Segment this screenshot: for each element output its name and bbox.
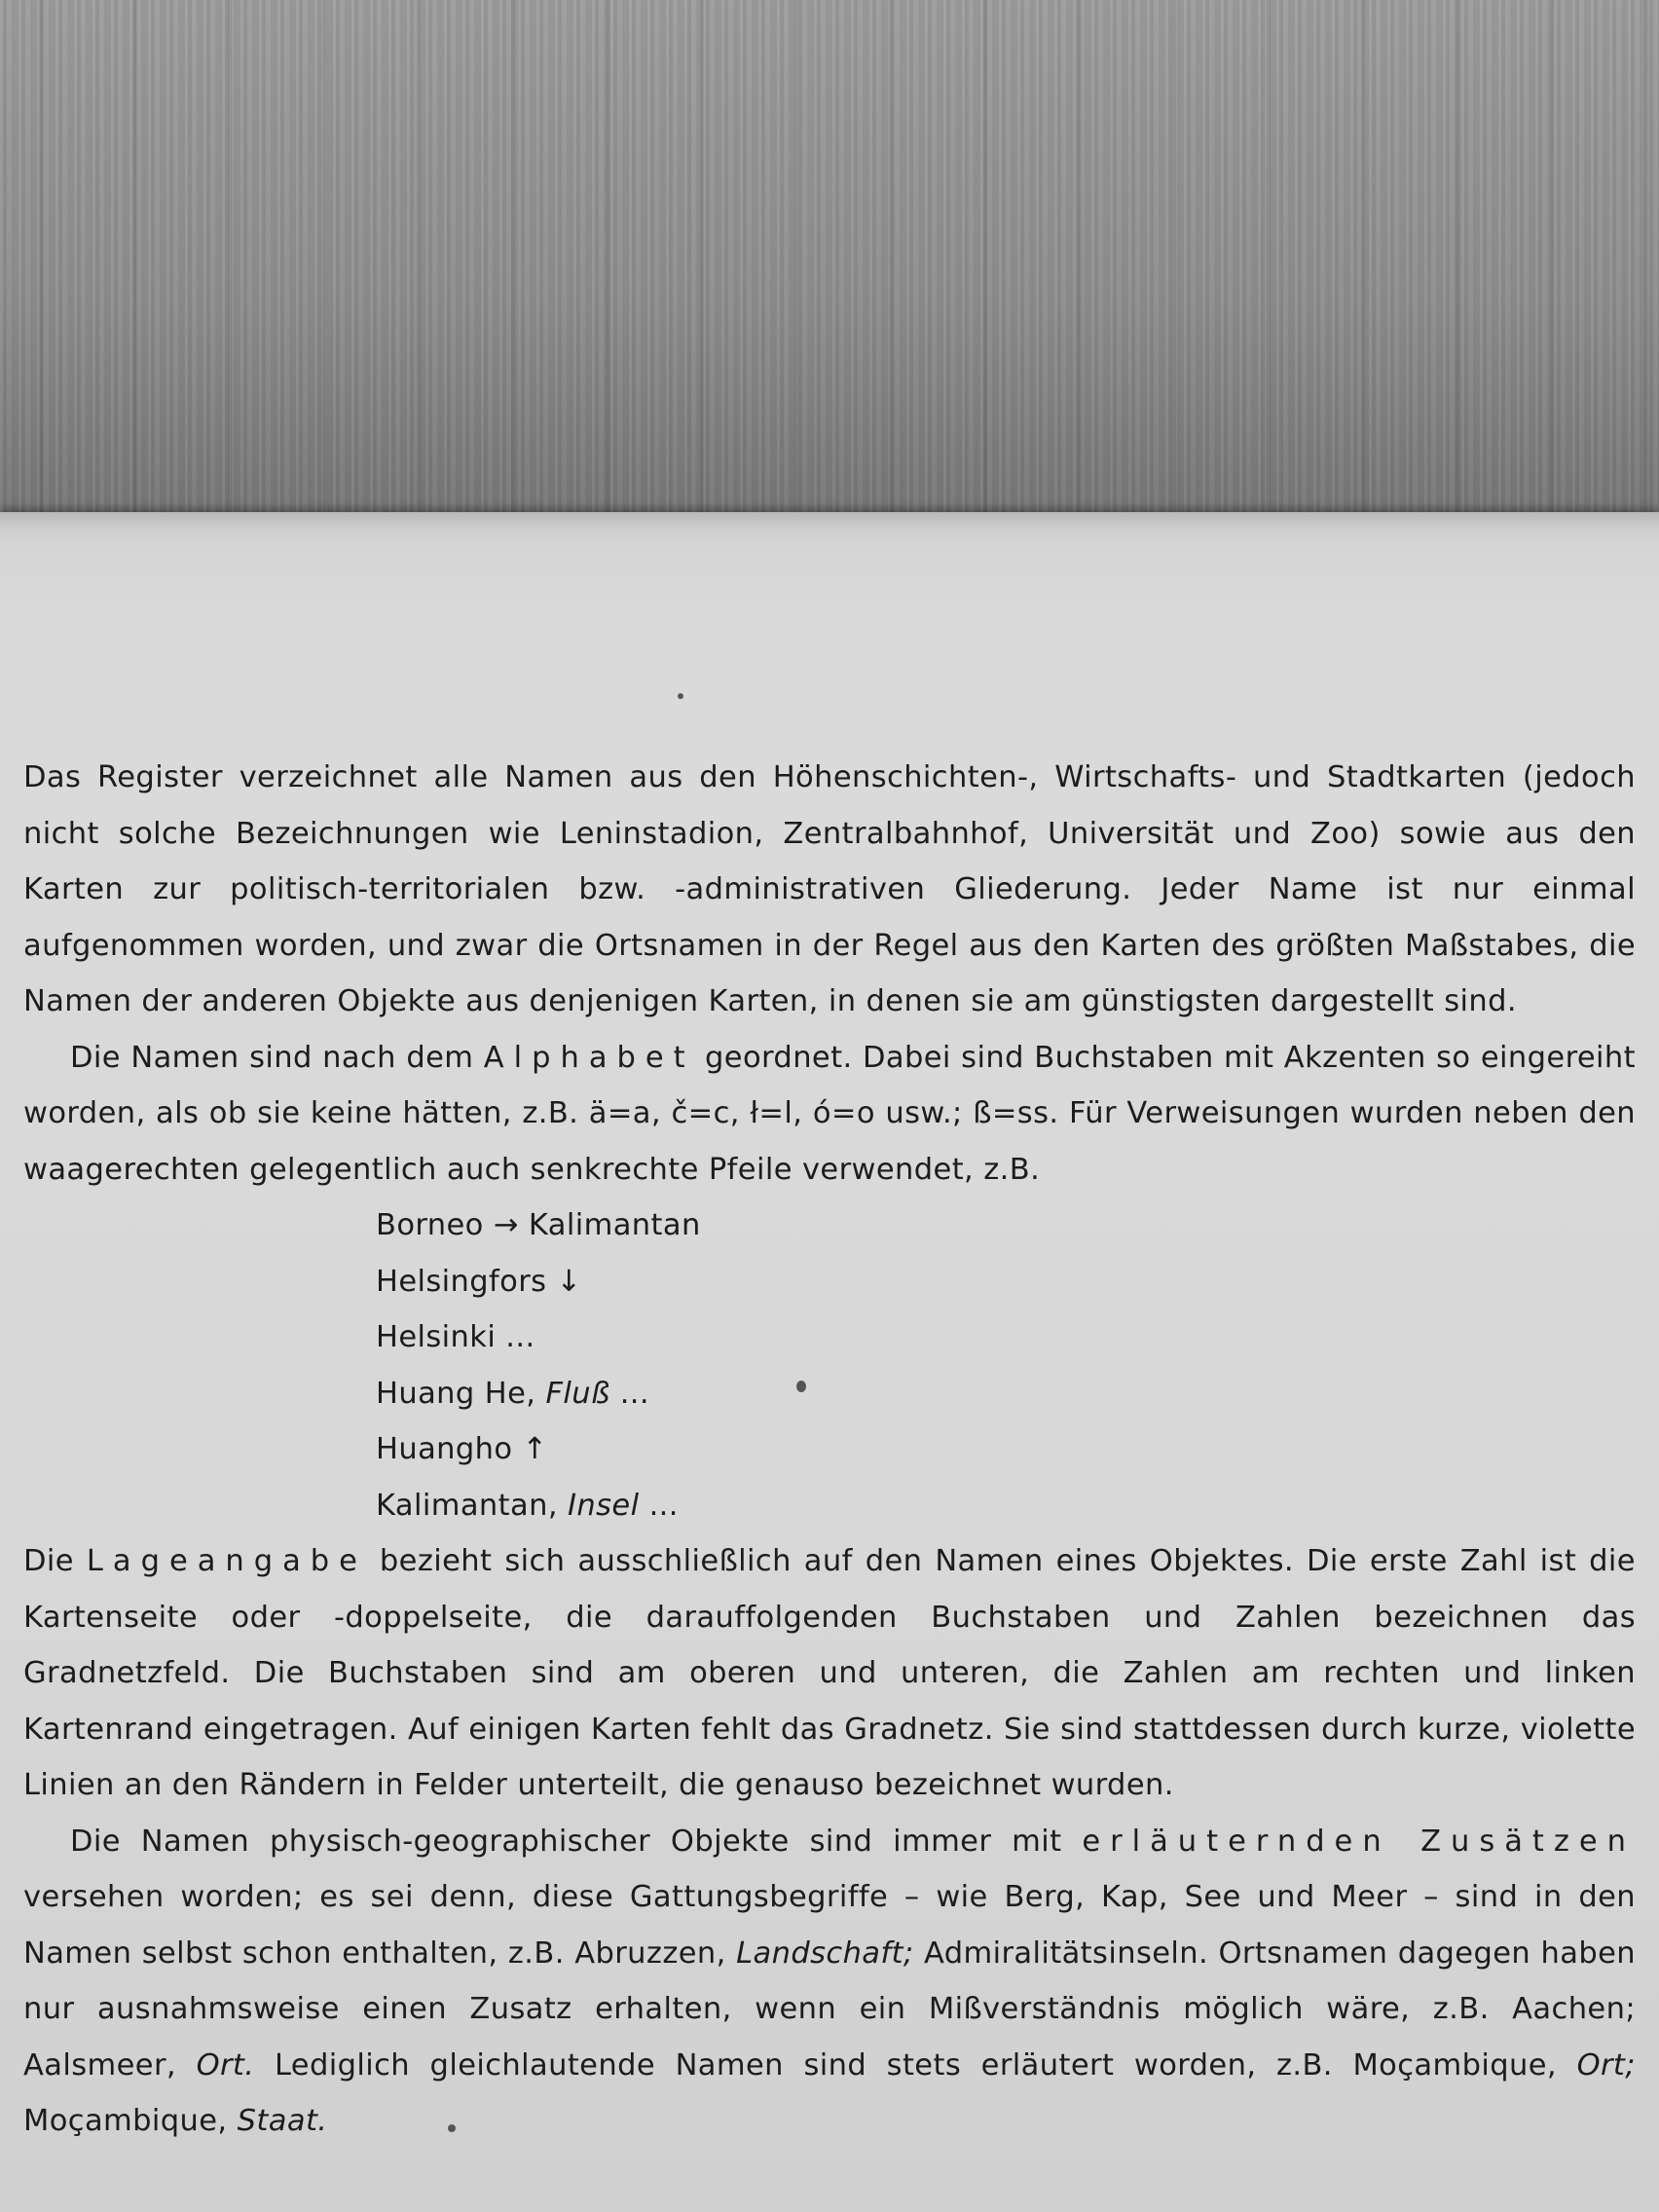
- emphasized-term: Alphabet: [483, 1040, 695, 1075]
- paragraph-text: Die Namen physisch-geographischer Objekte sind immer mit: [70, 1824, 1062, 1859]
- example-text: Kalimantan,: [376, 1488, 569, 1523]
- example-entry: [376, 1366, 1636, 1422]
- example-entry: [376, 1478, 1636, 1534]
- paragraph-text: versehen worden; es sei denn, diese Gattungsbegriffe – wie Berg, Kap, See und Meer – sind in den Namen selbst schon enthalten, z.B. Abruzzen,: [23, 1880, 1636, 1971]
- example-text: Helsingfors ↓: [376, 1264, 582, 1299]
- document-page: [0, 512, 1659, 2212]
- example-entry: [376, 1254, 1636, 1310]
- paragraph-location-reference: [23, 1533, 1636, 1814]
- paragraph-text: Die: [23, 1544, 74, 1578]
- example-text: Huangho ↑: [376, 1432, 548, 1466]
- example-entry: [376, 1309, 1636, 1366]
- paragraph-text: Lediglich gleichlautende Namen sind stets erläutert worden, z.B. Moçambique,: [274, 2047, 1557, 2083]
- example-entry: [376, 1198, 1636, 1254]
- paragraph-text: geordnet. Dabei sind Buchstaben mit Akzenten so eingereiht worden, als ob sie keine hätten, z.B. ä=a, č=c, ł=l, ó=o usw.; ß=ss. Für Verweisungen wurden neben den waagerechten gelegentlich auch senkrechte Pfeile verwendet, z.B.: [23, 1040, 1636, 1187]
- example-text: Huang He,: [376, 1376, 546, 1411]
- paragraph-explanatory-additions: [23, 1814, 1636, 2150]
- page-top-edge: [0, 512, 1659, 541]
- register-introduction-text: [23, 750, 1636, 2150]
- example-ellipsis: ...: [609, 1376, 649, 1411]
- example-qualifier: Fluß: [545, 1376, 610, 1411]
- paper-speck: [678, 693, 683, 699]
- italic-qualifier: Landschaft;: [736, 1936, 914, 1971]
- example-text: Borneo → Kalimantan: [376, 1208, 701, 1242]
- paragraph-register-scope: [23, 750, 1636, 1030]
- emphasized-term: Lageangabe: [86, 1544, 367, 1578]
- example-qualifier: Insel: [568, 1488, 640, 1523]
- example-text: Helsinki ...: [376, 1320, 535, 1354]
- italic-qualifier: Ort;: [1576, 2047, 1636, 2083]
- emphasized-term: erläuternden Zusätzen: [1082, 1824, 1636, 1859]
- italic-qualifier: Staat.: [237, 2104, 328, 2138]
- paragraph-text: Die Namen sind nach dem: [70, 1040, 474, 1075]
- paragraph-text: Moçambique,: [23, 2104, 228, 2138]
- paragraph-text: Admiralitätsinseln. Ortsnamen dagegen haben nur ausnahmsweise einen Zusatz erhalten, wenn ein Mißverständnis möglich wäre, z.B. Aachen; Aalsmeer,: [23, 1936, 1637, 2083]
- cross-reference-examples: [23, 1198, 1636, 1533]
- italic-qualifier: Ort.: [196, 2047, 255, 2083]
- example-entry: [376, 1421, 1636, 1478]
- wooden-table-background: [0, 0, 1659, 526]
- paragraph-text: bezieht sich ausschließlich auf den Namen eines Objektes. Die erste Zahl ist die Kartenseite oder -doppelseite, die darauffolgenden Buchstaben und Zahlen bezeichnen das Gradnetzfeld. Die Buchstaben sind am oberen und unteren, die Zahlen am rechten und linken Kartenrand eingetragen. Auf einigen Karten fehlt das Gradnetz. Sie sind stattdessen durch kurze, violette Linien an den Rändern in Felder unterteilt, die genauso bezeichnet wurden.: [23, 1544, 1636, 1802]
- paragraph-alphabet-order: [23, 1030, 1636, 1198]
- example-ellipsis: ...: [639, 1488, 679, 1523]
- paragraph-text: Das Register verzeichnet alle Namen aus den Höhenschichten-, Wirtschafts- und Stadtkarten (jedoch nicht solche Bezeichnungen wie Leninstadion, Zentralbahnhof, Universität und Zoo) sowie aus den Karten zur politisch-territorialen bzw. -administrativen Gliederung. Jeder Name ist nur einmal aufgenommen worden, und zwar die Ortsnamen in der Regel aus den Karten des größten Maßstabes, die Namen der anderen Objekte aus denjenigen Karten, in denen sie am günstigsten dargestellt sind.: [23, 760, 1636, 1018]
